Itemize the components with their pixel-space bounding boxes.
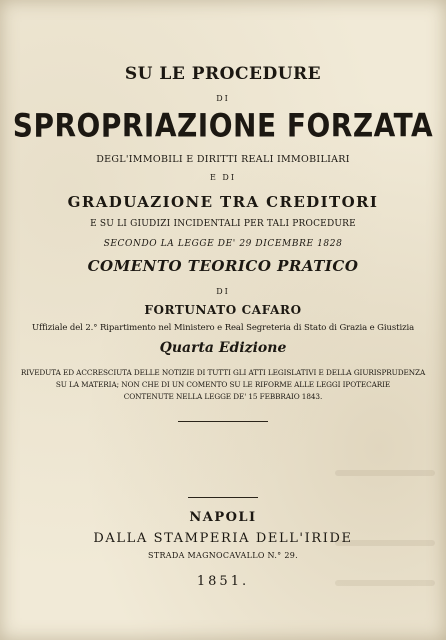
title-line-di-author: DI xyxy=(216,287,230,296)
subtitle-giudizi: E SU LI GIUDIZI INCIDENTALI PER TALI PROCEDURE xyxy=(90,219,356,229)
title-graduazione: GRADUAZIONE TRA CREDITORI xyxy=(67,193,379,211)
divider-rule-lower xyxy=(188,497,258,498)
author-name: FORTUNATO CAFARO xyxy=(144,303,302,317)
imprint-year: 1851. xyxy=(196,574,250,589)
title-line-di: DI xyxy=(216,94,230,103)
imprint-printer: DALLA STAMPERIA DELL'IRIDE xyxy=(93,531,353,546)
imprint-city: NAPOLI xyxy=(189,510,257,525)
show-through-mark xyxy=(335,470,435,476)
title-line-1: SU LE PROCEDURE xyxy=(124,64,322,84)
title-comento: COMENTO TEORICO PRATICO xyxy=(87,257,359,275)
author-description: Uffiziale del 2.° Ripartimento nel Ministero e Real Segreteria di Stato di Grazia e Giustizia xyxy=(31,323,415,333)
edition-note-line-2: SU LA MATERIA; NON CHE DI UN COMENTO SU LE RIFORME ALLE LEGGI IPOTECARIE xyxy=(55,380,391,389)
subtitle-immobili: DEGL'IMMOBILI E DIRITTI REALI IMMOBILIARI xyxy=(96,154,350,165)
edition-label: Quarta Edizione xyxy=(159,340,287,356)
imprint-address: STRADA MAGNOCAVALLO N.° 29. xyxy=(148,551,298,560)
subtitle-legge: SECONDO LA LEGGE DE' 29 DICEMBRE 1828 xyxy=(103,239,343,249)
edition-note-line-3: CONTENUTE NELLA LEGGE DE' 15 FEBBRAIO 1843. xyxy=(123,392,323,401)
edition-note-line-1: RIVEDUTA ED ACCRESCIUTA DELLE NOTIZIE DI TUTTI GLI ATTI LEGISLATIVI E DELLA GIURISPRUDENZA xyxy=(20,368,426,377)
divider-rule xyxy=(178,421,268,422)
main-title: SPROPRIAZIONE FORZATA xyxy=(12,106,434,145)
title-line-e-di: E DI xyxy=(210,173,236,182)
